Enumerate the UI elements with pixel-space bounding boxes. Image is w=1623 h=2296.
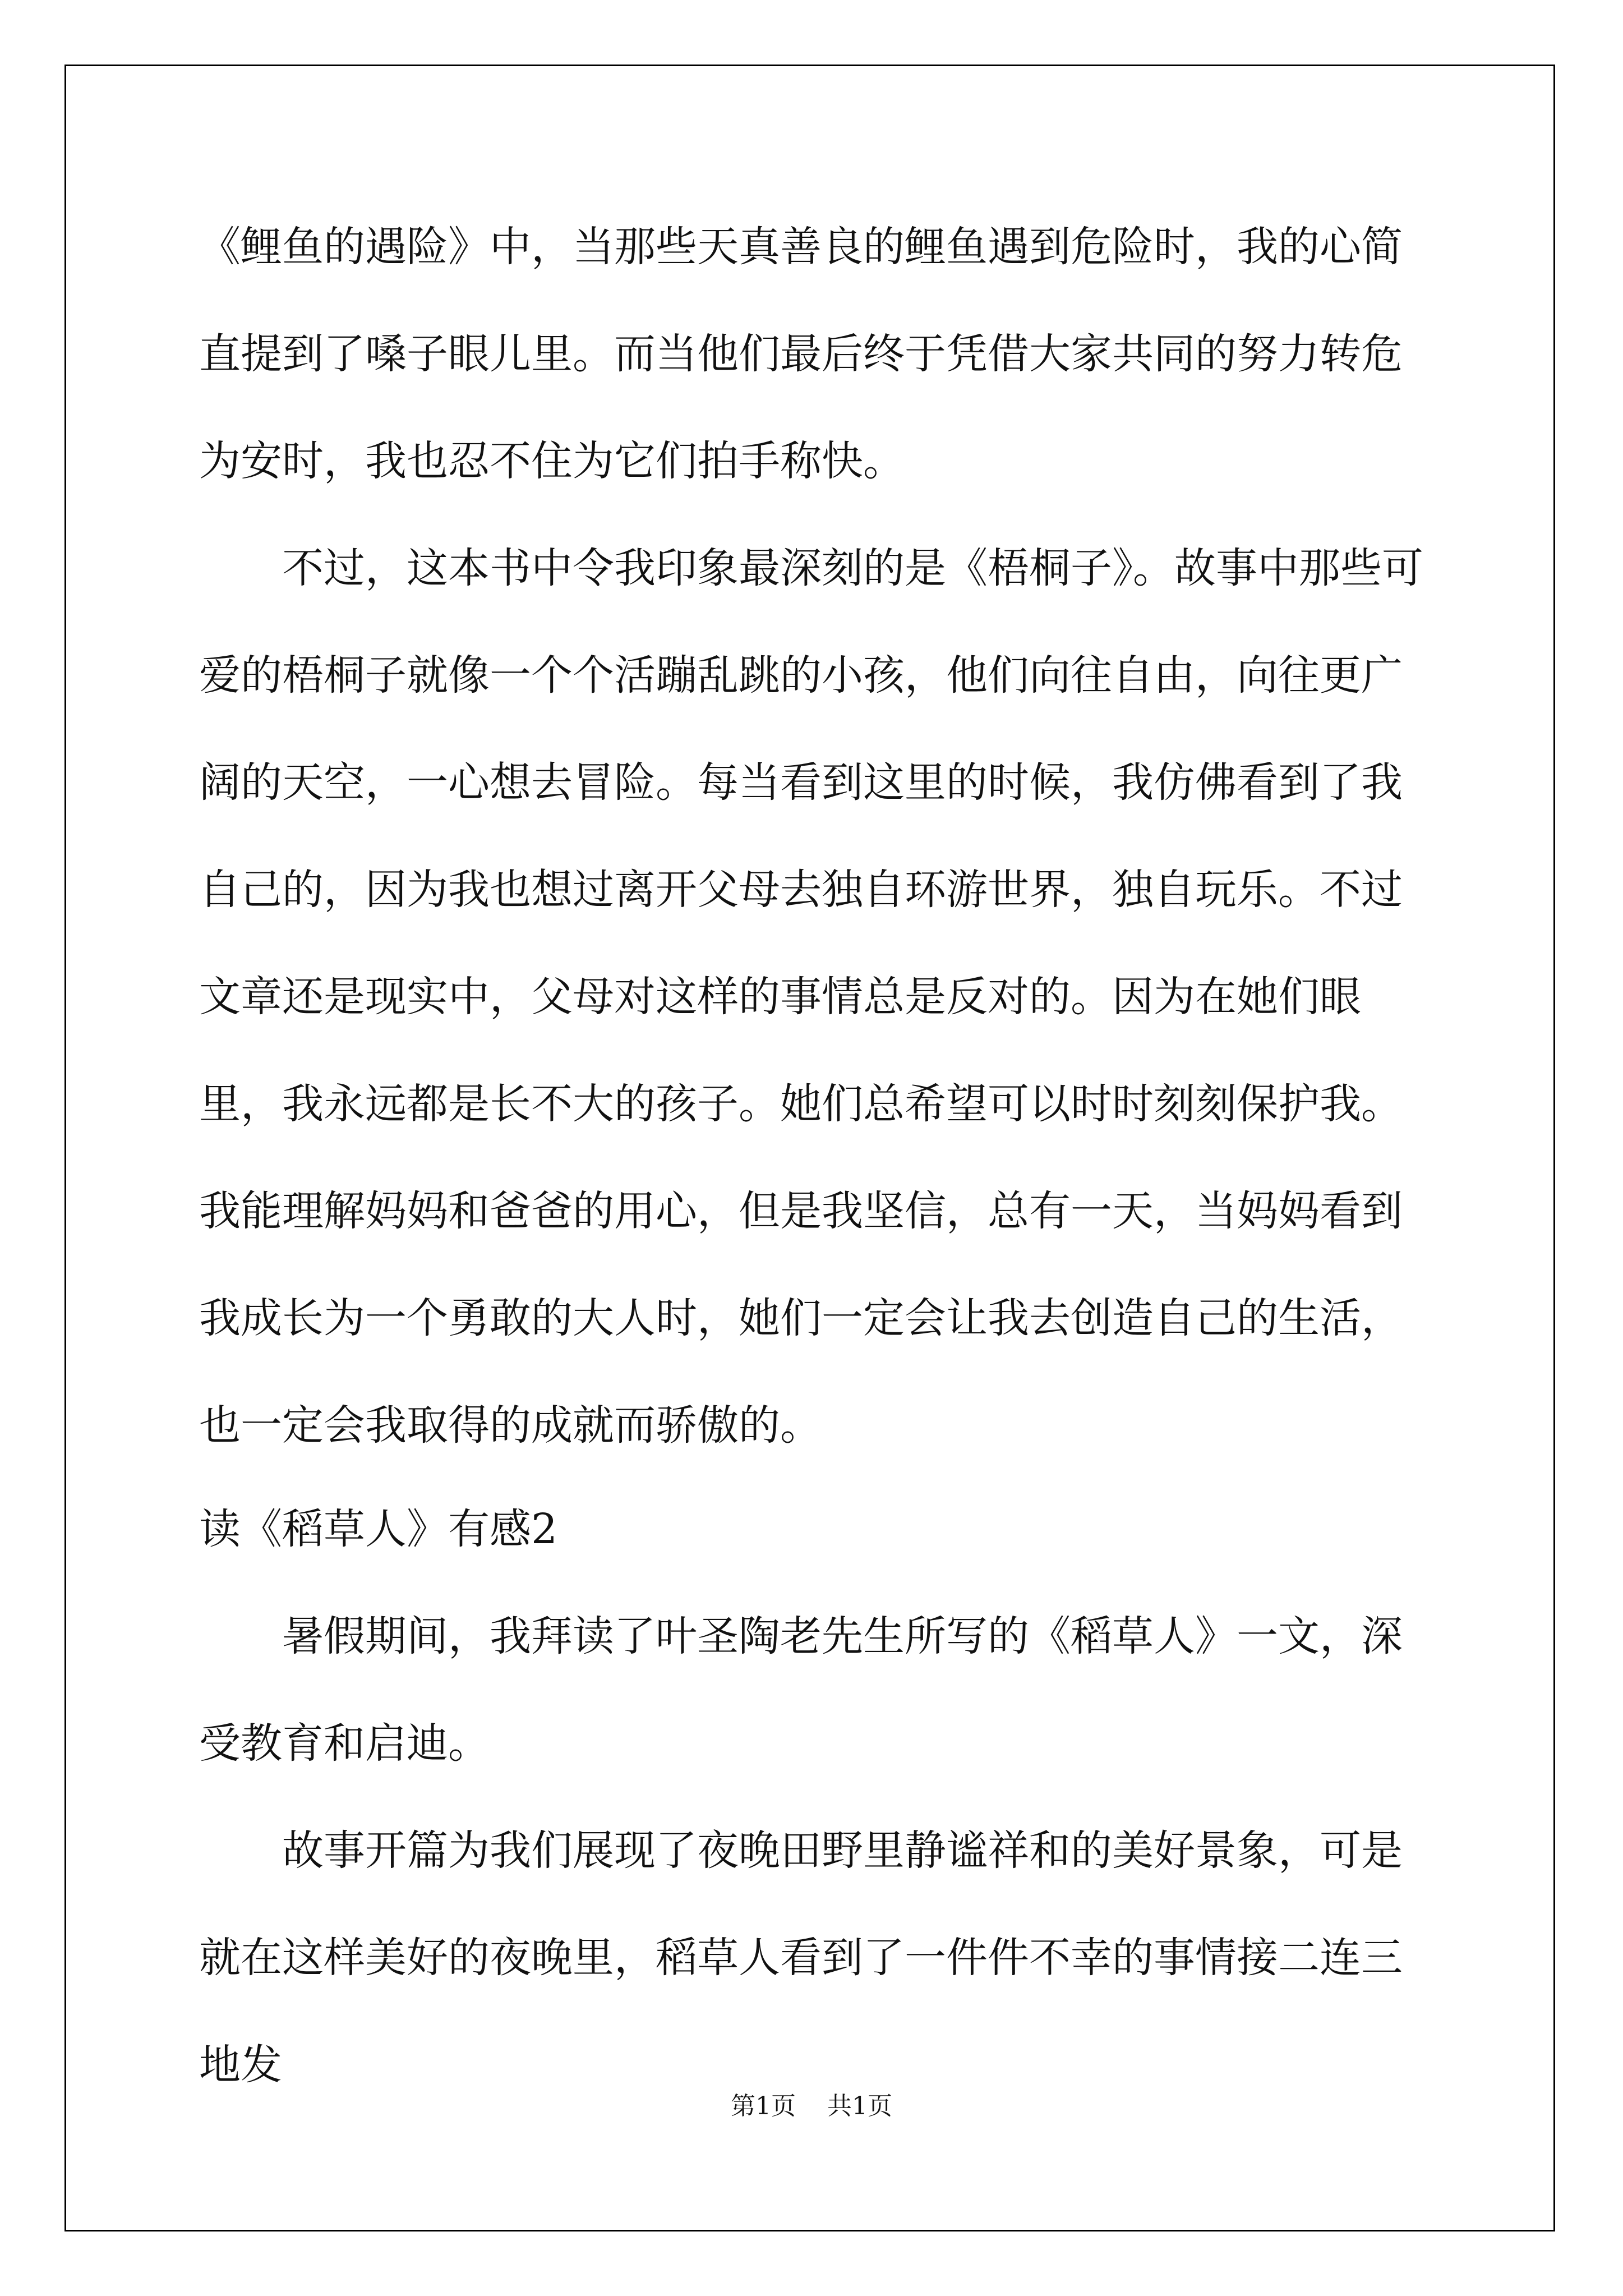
paragraph-3: 暑假期间，我拜读了叶圣陶老先生所写的《稻草人》一文，深受教育和启迪。 (199, 1612, 1403, 1768)
section-heading: 读《稻草人》有感2 (199, 1505, 558, 1553)
page-number: 第1页 (731, 2092, 796, 2120)
paragraph-2: 不过，这本书中令我印象最深刻的是《梧桐子》。故事中那些可爱的梧桐子就像一个个活蹦乱跳的小孩，他们向往自由，向往更广阔的天空，一心想去冒险。每当看到这里的时候，我仿佛看到了我自己的，因为我也想过离开父母去独自环游世界，独自玩乐。不过文章还是现实中，父母对这样的事情总是反对的。因为在她们眼里，我永远都是长不大的孩子。她们总希望可以时时刻刻保护我。我能理解妈妈和爸爸的用心，但是我坚信，总有一天，当妈妈看到我成长为一个勇敢的大人时，她们一定会让我去创造自己的生活，也一定会我取得的成就而骄傲的。 (199, 544, 1423, 1450)
page-total: 共1页 (827, 2092, 892, 2120)
paragraph-1: 《鲤鱼的遇险》中，当那些天真善良的鲤鱼遇到危险时，我的心简直提到了嗓子眼儿里。而当他们最后终于凭借大家共同的努力转危为安时，我也忍不住为它们拍手称快。 (199, 223, 1403, 485)
page-footer (0, 2090, 1623, 2123)
paragraph-4: 故事开篇为我们展现了夜晚田野里静谧祥和的美好景象，可是就在这样美好的夜晚里，稻草人看到了一件件不幸的事情接二连三地发 (199, 1826, 1403, 2089)
